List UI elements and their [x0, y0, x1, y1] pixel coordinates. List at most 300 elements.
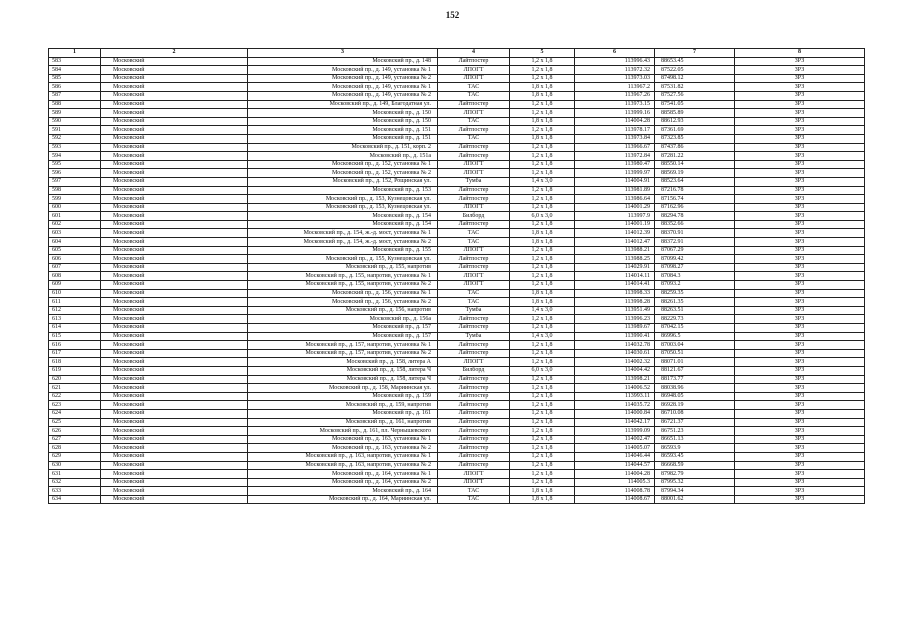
zone-cell: ЗРЗ [735, 212, 865, 221]
zone-cell: ЗРЗ [735, 375, 865, 384]
coord-y-cell: 88229.73 [655, 315, 735, 324]
district-cell: Московский [101, 461, 248, 470]
coord-x-cell: 113997.9 [575, 212, 655, 221]
row-number-cell: 632 [49, 478, 101, 487]
table-row [49, 263, 865, 272]
row-number-cell: 619 [49, 366, 101, 375]
coord-y-cell: 87156.74 [655, 195, 735, 204]
coord-x-cell: 114035.72 [575, 401, 655, 410]
coord-y-cell: 88653.45 [655, 57, 735, 66]
structure-type-cell: Лайтпостер [438, 392, 510, 401]
structure-type-cell: ЛПОГТ [438, 478, 510, 487]
size-cell: 1,8 х 1,8 [510, 134, 575, 143]
address-cell: Московский пр., д. 154 [248, 220, 438, 229]
table-row [49, 332, 865, 341]
district-cell: Московский [101, 57, 248, 66]
address-cell: Московский пр., д. 149, Благодатная ул. [248, 100, 438, 109]
coord-y-cell: 87084.3 [655, 272, 735, 281]
size-cell: 1,2 х 1,8 [510, 392, 575, 401]
district-cell: Московский [101, 452, 248, 461]
table-body [49, 57, 865, 504]
structure-type-cell: ТАС [438, 134, 510, 143]
document-sheet [48, 48, 864, 504]
size-cell: 1,8 х 1,8 [510, 238, 575, 247]
row-number-cell: 606 [49, 255, 101, 264]
coord-y-cell: 87994.34 [655, 487, 735, 496]
district-cell: Московский [101, 487, 248, 496]
structure-type-cell: ТАС [438, 117, 510, 126]
address-cell: Московский пр., д. 151 [248, 126, 438, 135]
column-header-6: 6 [575, 49, 655, 58]
size-cell: 1,2 х 1,8 [510, 409, 575, 418]
address-cell: Московский пр., д. 158, литера Ч [248, 366, 438, 375]
zone-cell: ЗРЗ [735, 349, 865, 358]
address-cell: Московский пр., д. 158, Мариинская ул. [248, 384, 438, 393]
size-cell: 1,2 х 1,8 [510, 186, 575, 195]
district-cell: Московский [101, 117, 248, 126]
coord-y-cell: 88259.35 [655, 289, 735, 298]
structure-type-cell: ТАС [438, 487, 510, 496]
structure-type-cell: Лайтпостер [438, 152, 510, 161]
size-cell: 1,8 х 1,8 [510, 487, 575, 496]
address-cell: Московский пр., д. 150 [248, 117, 438, 126]
structure-type-cell: ЛПОГТ [438, 74, 510, 83]
row-number-cell: 620 [49, 375, 101, 384]
structure-type-cell: Лайтпостер [438, 255, 510, 264]
coord-x-cell: 113988.25 [575, 255, 655, 264]
table-row [49, 57, 865, 66]
zone-cell: ЗРЗ [735, 427, 865, 436]
address-cell: Московский пр., д. 151 [248, 134, 438, 143]
coord-x-cell: 113996.23 [575, 315, 655, 324]
table-row [49, 452, 865, 461]
size-cell: 1,2 х 1,8 [510, 255, 575, 264]
district-cell: Московский [101, 332, 248, 341]
row-number-cell: 623 [49, 401, 101, 410]
structure-type-cell: Лайтпостер [438, 409, 510, 418]
table-row [49, 83, 865, 92]
district-cell: Московский [101, 478, 248, 487]
structure-type-cell: Лайтпостер [438, 315, 510, 324]
table-row [49, 461, 865, 470]
coord-y-cell: 88001.62 [655, 495, 735, 504]
structure-type-cell: ТАС [438, 83, 510, 92]
district-cell: Московский [101, 126, 248, 135]
address-cell: Московский пр., д. 154, ж.-д. мост, установка № 1 [248, 229, 438, 238]
district-cell: Московский [101, 74, 248, 83]
row-number-cell: 588 [49, 100, 101, 109]
zone-cell: ЗРЗ [735, 289, 865, 298]
zone-cell: ЗРЗ [735, 401, 865, 410]
zone-cell: ЗРЗ [735, 298, 865, 307]
row-number-cell: 596 [49, 169, 101, 178]
coord-y-cell: 88121.67 [655, 366, 735, 375]
structure-type-cell: Лайтпостер [438, 341, 510, 350]
table-row [49, 324, 865, 333]
zone-cell: ЗРЗ [735, 470, 865, 479]
zone-cell: ЗРЗ [735, 358, 865, 367]
district-cell: Московский [101, 281, 248, 290]
size-cell: 1,2 х 1,8 [510, 358, 575, 367]
coord-y-cell: 86996.5 [655, 332, 735, 341]
district-cell: Московский [101, 435, 248, 444]
coord-y-cell: 86721.37 [655, 418, 735, 427]
structure-type-cell: ТАС [438, 91, 510, 100]
structure-type-cell: Лайтпостер [438, 452, 510, 461]
structure-type-cell: ЛПОГТ [438, 358, 510, 367]
row-number-cell: 618 [49, 358, 101, 367]
coord-y-cell: 87093.2 [655, 281, 735, 290]
district-cell: Московский [101, 366, 248, 375]
address-cell: Московский пр., д. 152, Рощинская ул. [248, 177, 438, 186]
coord-y-cell: 88352.66 [655, 220, 735, 229]
district-cell: Московский [101, 229, 248, 238]
address-cell: Московский пр., д. 159 [248, 392, 438, 401]
size-cell: 6,0 х 3,0 [510, 366, 575, 375]
coord-x-cell: 114012.39 [575, 229, 655, 238]
coord-x-cell: 114004.28 [575, 470, 655, 479]
coord-y-cell: 87216.78 [655, 186, 735, 195]
zone-cell: ЗРЗ [735, 461, 865, 470]
coord-x-cell: 114029.91 [575, 263, 655, 272]
coord-x-cell: 113999.16 [575, 109, 655, 118]
structure-type-cell: Лайтпостер [438, 143, 510, 152]
row-number-cell: 614 [49, 324, 101, 333]
zone-cell: ЗРЗ [735, 220, 865, 229]
coord-y-cell: 88294.78 [655, 212, 735, 221]
table-row [49, 117, 865, 126]
row-number-cell: 630 [49, 461, 101, 470]
column-header-8: 8 [735, 49, 865, 58]
district-cell: Московский [101, 109, 248, 118]
zone-cell: ЗРЗ [735, 384, 865, 393]
row-number-cell: 625 [49, 418, 101, 427]
table-row [49, 229, 865, 238]
coord-x-cell: 114005.07 [575, 444, 655, 453]
row-number-cell: 600 [49, 203, 101, 212]
zone-cell: ЗРЗ [735, 143, 865, 152]
table-row [49, 366, 865, 375]
structure-type-cell: Тумба [438, 177, 510, 186]
address-cell: Московский пр., д. 164, установка № 1 [248, 470, 438, 479]
structure-type-cell: ЛПОГТ [438, 66, 510, 75]
table-row [49, 478, 865, 487]
district-cell: Московский [101, 83, 248, 92]
table-row [49, 306, 865, 315]
coord-y-cell: 87522.05 [655, 66, 735, 75]
address-cell: Московский пр., д. 155, напротив, установка № 1 [248, 272, 438, 281]
coord-x-cell: 113978.17 [575, 126, 655, 135]
coord-x-cell: 113981.89 [575, 186, 655, 195]
coord-y-cell: 86710.08 [655, 409, 735, 418]
structure-type-cell: ТАС [438, 229, 510, 238]
coord-y-cell: 87067.29 [655, 246, 735, 255]
size-cell: 1,2 х 1,8 [510, 315, 575, 324]
row-number-cell: 587 [49, 91, 101, 100]
size-cell: 1,2 х 1,8 [510, 160, 575, 169]
table-row [49, 298, 865, 307]
structure-type-cell: Лайтпостер [438, 57, 510, 66]
coord-y-cell: 87323.85 [655, 134, 735, 143]
table-row [49, 134, 865, 143]
row-number-cell: 609 [49, 281, 101, 290]
structure-type-cell: Лайтпостер [438, 126, 510, 135]
coord-y-cell: 87003.04 [655, 341, 735, 350]
row-number-cell: 593 [49, 143, 101, 152]
coord-x-cell: 113993.11 [575, 392, 655, 401]
coord-x-cell: 113998.28 [575, 298, 655, 307]
row-number-cell: 611 [49, 298, 101, 307]
structure-type-cell: Лайтпостер [438, 375, 510, 384]
column-header-7: 7 [655, 49, 735, 58]
structure-type-cell: Лайтпостер [438, 100, 510, 109]
district-cell: Московский [101, 341, 248, 350]
size-cell: 1,2 х 1,8 [510, 109, 575, 118]
district-cell: Московский [101, 272, 248, 281]
structure-type-cell: Тумба [438, 306, 510, 315]
district-cell: Московский [101, 409, 248, 418]
size-cell: 1,2 х 1,8 [510, 169, 575, 178]
column-header-2: 2 [101, 49, 248, 58]
coord-x-cell: 113966.67 [575, 143, 655, 152]
size-cell: 1,2 х 1,8 [510, 444, 575, 453]
zone-cell: ЗРЗ [735, 203, 865, 212]
district-cell: Московский [101, 246, 248, 255]
address-cell: Московский пр., д. 161, напротив [248, 418, 438, 427]
address-cell: Московский пр., д. 153, Кузнецовская ул. [248, 203, 438, 212]
coord-x-cell: 114044.57 [575, 461, 655, 470]
structure-type-cell: Лайтпостер [438, 418, 510, 427]
row-number-cell: 589 [49, 109, 101, 118]
district-cell: Московский [101, 324, 248, 333]
size-cell: 1,2 х 1,8 [510, 100, 575, 109]
coord-x-cell: 113972.32 [575, 66, 655, 75]
structure-type-cell: Лайтпостер [438, 461, 510, 470]
coord-y-cell: 87098.27 [655, 263, 735, 272]
zone-cell: ЗРЗ [735, 324, 865, 333]
district-cell: Московский [101, 470, 248, 479]
district-cell: Московский [101, 349, 248, 358]
district-cell: Московский [101, 401, 248, 410]
address-cell: Московский пр., д. 152, установка № 1 [248, 160, 438, 169]
table-row [49, 495, 865, 504]
coord-y-cell: 86593.45 [655, 452, 735, 461]
coord-x-cell: 113951.49 [575, 306, 655, 315]
structure-type-cell: ЛПОГТ [438, 203, 510, 212]
table-row [49, 444, 865, 453]
coord-y-cell: 87995.32 [655, 478, 735, 487]
row-number-cell: 612 [49, 306, 101, 315]
coord-x-cell: 114001.19 [575, 220, 655, 229]
table-row [49, 66, 865, 75]
table-row [49, 341, 865, 350]
zone-cell: ЗРЗ [735, 126, 865, 135]
zone-cell: ЗРЗ [735, 100, 865, 109]
row-number-cell: 624 [49, 409, 101, 418]
table-row [49, 238, 865, 247]
coord-y-cell: 86668.59 [655, 461, 735, 470]
coord-x-cell: 114004.28 [575, 117, 655, 126]
zone-cell: ЗРЗ [735, 332, 865, 341]
coord-x-cell: 113973.15 [575, 100, 655, 109]
district-cell: Московский [101, 203, 248, 212]
row-number-cell: 584 [49, 66, 101, 75]
table-row [49, 177, 865, 186]
table-row [49, 315, 865, 324]
address-cell: Московский пр., д. 157, напротив, установка № 2 [248, 349, 438, 358]
coord-x-cell: 113973.84 [575, 134, 655, 143]
coord-x-cell: 114005.3 [575, 478, 655, 487]
district-cell: Московский [101, 306, 248, 315]
size-cell: 1,2 х 1,8 [510, 143, 575, 152]
column-header-4: 4 [438, 49, 510, 58]
table-row [49, 195, 865, 204]
coord-y-cell: 87281.22 [655, 152, 735, 161]
structure-type-cell: ЛПОГТ [438, 160, 510, 169]
district-cell: Московский [101, 375, 248, 384]
coord-y-cell: 88173.77 [655, 375, 735, 384]
coord-x-cell: 114046.44 [575, 452, 655, 461]
coord-x-cell: 114014.41 [575, 281, 655, 290]
zone-cell: ЗРЗ [735, 487, 865, 496]
address-cell: Московский пр., д. 156, установка № 2 [248, 298, 438, 307]
zone-cell: ЗРЗ [735, 315, 865, 324]
size-cell: 1,2 х 1,8 [510, 66, 575, 75]
size-cell: 1,8 х 1,8 [510, 229, 575, 238]
table-row [49, 392, 865, 401]
coord-x-cell: 113989.67 [575, 324, 655, 333]
coord-y-cell: 88523.64 [655, 177, 735, 186]
row-number-cell: 617 [49, 349, 101, 358]
address-cell: Московский пр., д. 157, напротив, установка № 1 [248, 341, 438, 350]
district-cell: Московский [101, 66, 248, 75]
coord-x-cell: 113999.09 [575, 427, 655, 436]
table-row [49, 427, 865, 436]
table-row [49, 358, 865, 367]
size-cell: 1,4 х 3,0 [510, 177, 575, 186]
table-row [49, 212, 865, 221]
size-cell: 1,4 х 3,0 [510, 332, 575, 341]
coord-x-cell: 114006.52 [575, 384, 655, 393]
size-cell: 1,2 х 1,8 [510, 126, 575, 135]
row-number-cell: 615 [49, 332, 101, 341]
structure-type-cell: Лайтпостер [438, 435, 510, 444]
size-cell: 1,2 х 1,8 [510, 478, 575, 487]
row-number-cell: 592 [49, 134, 101, 143]
table-row [49, 281, 865, 290]
coord-x-cell: 113973.03 [575, 74, 655, 83]
size-cell: 1,2 х 1,8 [510, 461, 575, 470]
district-cell: Московский [101, 238, 248, 247]
table-row [49, 126, 865, 135]
table-row [49, 152, 865, 161]
district-cell: Московский [101, 134, 248, 143]
coord-y-cell: 86751.23 [655, 427, 735, 436]
zone-cell: ЗРЗ [735, 74, 865, 83]
zone-cell: ЗРЗ [735, 177, 865, 186]
structure-type-cell: Лайтпостер [438, 263, 510, 272]
zone-cell: ЗРЗ [735, 263, 865, 272]
district-cell: Московский [101, 160, 248, 169]
row-number-cell: 604 [49, 238, 101, 247]
coord-x-cell: 113990.41 [575, 332, 655, 341]
coord-y-cell: 87162.96 [655, 203, 735, 212]
coord-x-cell: 113980.47 [575, 160, 655, 169]
structure-type-cell: ТАС [438, 289, 510, 298]
zone-cell: ЗРЗ [735, 392, 865, 401]
coord-y-cell: 87050.51 [655, 349, 735, 358]
size-cell: 1,2 х 1,8 [510, 435, 575, 444]
row-number-cell: 629 [49, 452, 101, 461]
zone-cell: ЗРЗ [735, 281, 865, 290]
structure-type-cell: ЛПОГТ [438, 169, 510, 178]
zone-cell: ЗРЗ [735, 160, 865, 169]
zone-cell: ЗРЗ [735, 109, 865, 118]
district-cell: Московский [101, 91, 248, 100]
address-cell: Московский пр., д. 150 [248, 109, 438, 118]
district-cell: Московский [101, 427, 248, 436]
coord-y-cell: 87531.82 [655, 83, 735, 92]
structure-type-cell: Лайтпостер [438, 186, 510, 195]
table-row [49, 220, 865, 229]
address-cell: Московский пр., д. 149, установка № 1 [248, 83, 438, 92]
district-cell: Московский [101, 444, 248, 453]
row-number-cell: 610 [49, 289, 101, 298]
address-cell: Московский пр., д. 164, Мариинская ул. [248, 495, 438, 504]
row-number-cell: 599 [49, 195, 101, 204]
coord-x-cell: 114008.78 [575, 487, 655, 496]
table-row [49, 487, 865, 496]
table-row [49, 375, 865, 384]
district-cell: Московский [101, 143, 248, 152]
zone-cell: ЗРЗ [735, 418, 865, 427]
zone-cell: ЗРЗ [735, 229, 865, 238]
size-cell: 1,8 х 1,8 [510, 117, 575, 126]
district-cell: Московский [101, 220, 248, 229]
coord-x-cell: 114042.17 [575, 418, 655, 427]
structure-type-cell: Лайтпостер [438, 384, 510, 393]
size-cell: 1,2 х 1,8 [510, 452, 575, 461]
zone-cell: ЗРЗ [735, 246, 865, 255]
table-row [49, 143, 865, 152]
size-cell: 1,2 х 1,8 [510, 263, 575, 272]
table-row [49, 384, 865, 393]
zone-cell: ЗРЗ [735, 435, 865, 444]
row-number-cell: 622 [49, 392, 101, 401]
row-number-cell: 634 [49, 495, 101, 504]
district-cell: Московский [101, 418, 248, 427]
coord-y-cell: 88585.89 [655, 109, 735, 118]
coord-y-cell: 86593.9 [655, 444, 735, 453]
address-cell: Московский пр., д. 156, установка № 1 [248, 289, 438, 298]
address-cell: Московский пр., д. 156а [248, 315, 438, 324]
address-cell: Московский пр., д. 154 [248, 212, 438, 221]
row-number-cell: 597 [49, 177, 101, 186]
table-row [49, 160, 865, 169]
zone-cell: ЗРЗ [735, 495, 865, 504]
size-cell: 1,2 х 1,8 [510, 152, 575, 161]
coord-y-cell: 88550.14 [655, 160, 735, 169]
row-number-cell: 586 [49, 83, 101, 92]
district-cell: Московский [101, 263, 248, 272]
structure-type-cell: ЛПОГТ [438, 281, 510, 290]
coord-x-cell: 113967.2 [575, 83, 655, 92]
structure-type-cell: ЛПОГТ [438, 470, 510, 479]
size-cell: 1,2 х 1,8 [510, 470, 575, 479]
structure-type-cell: Лайтпостер [438, 220, 510, 229]
coord-y-cell: 87437.86 [655, 143, 735, 152]
registry-table [48, 48, 865, 504]
